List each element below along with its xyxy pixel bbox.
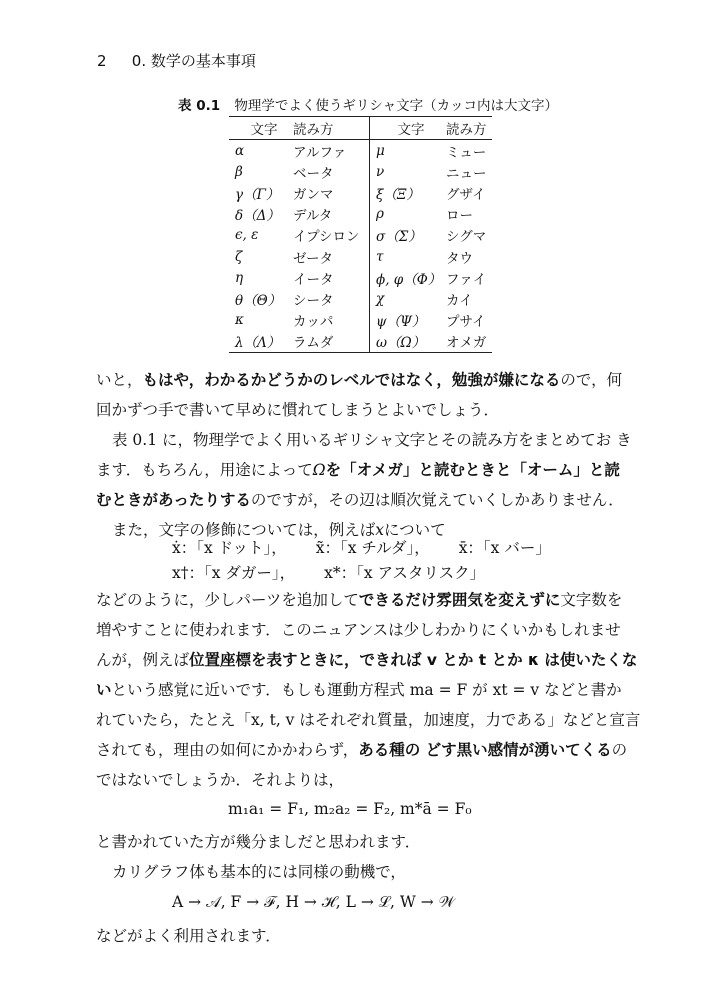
table-cell: σ（Σ）	[370, 225, 447, 246]
text-span: ます．もちろん，用途によって	[96, 461, 313, 479]
bold-phrase: 位置座標を表すときに，できれば v とか t とか κ は使いたくな	[189, 651, 638, 669]
table-cell: β	[235, 163, 243, 180]
table-cell: δ（Δ）	[235, 208, 280, 225]
paragraph-line	[96, 368, 622, 390]
table-cell: ρ	[370, 204, 447, 225]
page-header	[97, 50, 256, 71]
chapter-title: 0. 数学の基本事項	[131, 52, 256, 70]
text-span: について	[383, 521, 446, 539]
paragraph-line	[96, 588, 622, 610]
table-caption-text: 物理学でよく使うギリシャ文字（カッコ内は大文字）	[234, 98, 559, 114]
text-span: ので，何	[560, 371, 623, 389]
equation-line: A → 𝒜, F → ℱ, H → ℋ, L → ℒ, W → 𝒲	[172, 893, 455, 911]
table-cell: ゼータ	[293, 250, 333, 267]
equation-item: x†：「x ダガー」，	[172, 564, 296, 582]
table-cell: プサイ	[446, 314, 486, 331]
math-symbol: Ω	[312, 461, 326, 479]
table-cell: γ（Γ）	[235, 186, 280, 203]
table-row	[229, 161, 492, 182]
paragraph-line: と書かれていた方が幾分ましだと思われます．	[96, 833, 421, 851]
text-span: という感覚に近いです．もしも運動方程式 ma = F が xt = v などと書か	[111, 681, 622, 699]
paragraph-line: れていたら，たとえ「x, t, v はそれぞれ質量，加速度，力である」などと宣言	[96, 711, 641, 729]
text-span: いと，	[96, 371, 143, 389]
text-span: の	[611, 741, 628, 759]
table-row	[229, 182, 492, 203]
table-cell: λ（Λ）	[235, 335, 281, 352]
table-cell: ラムダ	[293, 335, 334, 352]
table-caption	[178, 94, 558, 114]
table-row	[229, 331, 492, 353]
text-span: のですが，その辺は順次覚えていくしかありません．	[250, 491, 624, 509]
equation-item: x*：「x アスタリスク」	[324, 564, 486, 582]
bold-phrase: を「オメガ」と読むときと「オーム」と読	[325, 461, 620, 479]
bold-phrase: ある種の どす黒い感情が湧いてくる	[358, 741, 612, 759]
column-header: 読み方	[446, 122, 487, 138]
table-cell: ω（Ω）	[370, 331, 447, 353]
column-header: 文字	[250, 122, 278, 138]
bold-phrase: むときがあったりする	[96, 491, 251, 509]
table-cell: ミュー	[446, 144, 487, 161]
equation-line	[172, 561, 485, 583]
table-cell: ξ（Ξ）	[370, 182, 447, 203]
text-span: また，文字の修飾については，例えば	[112, 521, 376, 539]
paragraph-line	[96, 738, 627, 760]
equation-item: ẋ：「x ドット」，	[172, 539, 287, 557]
equation-item: x̄：「x バー」	[458, 539, 551, 557]
paragraph-line: カリグラフ体も基本的には同様の動機で，	[112, 863, 406, 881]
paragraph-line	[96, 678, 622, 700]
bold-phrase: もはや，わかるかどうかのレベルではなく，勉強が嫌になる	[142, 371, 561, 389]
text-span: 文字数を	[560, 591, 623, 609]
table-cell: タウ	[446, 250, 473, 267]
table-cell: ファイ	[446, 271, 487, 288]
table-row	[229, 140, 492, 162]
text-span: されても，理由の如何にかかわらず，	[96, 741, 359, 759]
table-cell: カッパ	[293, 314, 334, 331]
page-number: 2	[97, 52, 107, 70]
table-cell: ロー	[446, 208, 473, 225]
paragraph-line: 表 0.1 に，物理学でよく用いるギリシャ文字とその読み方をまとめてお き	[112, 431, 632, 449]
table-cell: ψ（Ψ）	[370, 310, 447, 331]
equation-line: m₁a₁ = F₁, m₂a₂ = F₂, m*ā = F₀	[228, 800, 472, 818]
table-cell: ベータ	[293, 165, 334, 182]
table-cell: τ	[370, 246, 447, 267]
table-label: 表 0.1	[178, 98, 221, 114]
table-row	[229, 204, 492, 225]
table-header-row	[229, 117, 492, 140]
table-row	[229, 288, 492, 309]
paragraph-line: 増やすことに使われます．このニュアンスは少しわかりにくいかもしれませ	[96, 621, 621, 639]
math-symbol: x	[375, 521, 384, 539]
equation-item: x̃：「x チルダ」，	[315, 539, 430, 557]
table-cell: α	[235, 142, 245, 159]
table-cell: オメガ	[446, 335, 487, 352]
table-row	[229, 225, 492, 246]
table-cell: χ	[370, 288, 447, 309]
paragraph-line: 回かずつ手で書いて早めに慣れてしまうとよいでしょう．	[96, 401, 500, 419]
table-cell: ϕ, φ（Φ）	[370, 267, 447, 288]
column-header: 文字	[370, 117, 447, 140]
table-cell: デルタ	[293, 208, 333, 225]
table-cell: イプシロン	[293, 229, 360, 246]
table-cell: ϵ, ε	[235, 227, 259, 244]
equation-line	[172, 536, 551, 558]
table-cell: η	[235, 269, 244, 286]
table-cell: カイ	[446, 292, 473, 309]
paragraph-line: などがよく利用されます．	[96, 927, 281, 945]
table-cell: アルファ	[293, 144, 347, 161]
text-span: んが，例えば	[96, 651, 190, 669]
table-cell: θ（Θ）	[235, 292, 282, 309]
table-cell: ζ	[235, 248, 243, 265]
table-cell: ガンマ	[293, 186, 334, 203]
table-cell: ニュー	[446, 165, 487, 182]
table-row	[229, 267, 492, 288]
paragraph-line: ではないでしょうか．それよりは，	[96, 771, 345, 789]
paragraph-line	[96, 458, 620, 480]
bold-phrase: できるだけ雰囲気を変えずに	[358, 591, 561, 609]
bold-phrase: い	[96, 681, 112, 699]
text-span: などのように，少しパーツを追加して	[96, 591, 359, 609]
table-cell: イータ	[293, 271, 334, 288]
greek-letters-table	[229, 116, 492, 353]
paragraph-line	[96, 488, 624, 510]
column-header: 読み方	[293, 122, 334, 138]
paragraph-line	[96, 648, 637, 670]
table-cell: κ	[235, 312, 244, 329]
table-cell: グザイ	[446, 186, 486, 203]
table-cell: シータ	[293, 292, 334, 309]
table-cell: μ	[370, 140, 447, 162]
table-row	[229, 310, 492, 331]
table-cell: ν	[370, 161, 447, 182]
table-cell: シグマ	[446, 229, 487, 246]
table-row	[229, 246, 492, 267]
